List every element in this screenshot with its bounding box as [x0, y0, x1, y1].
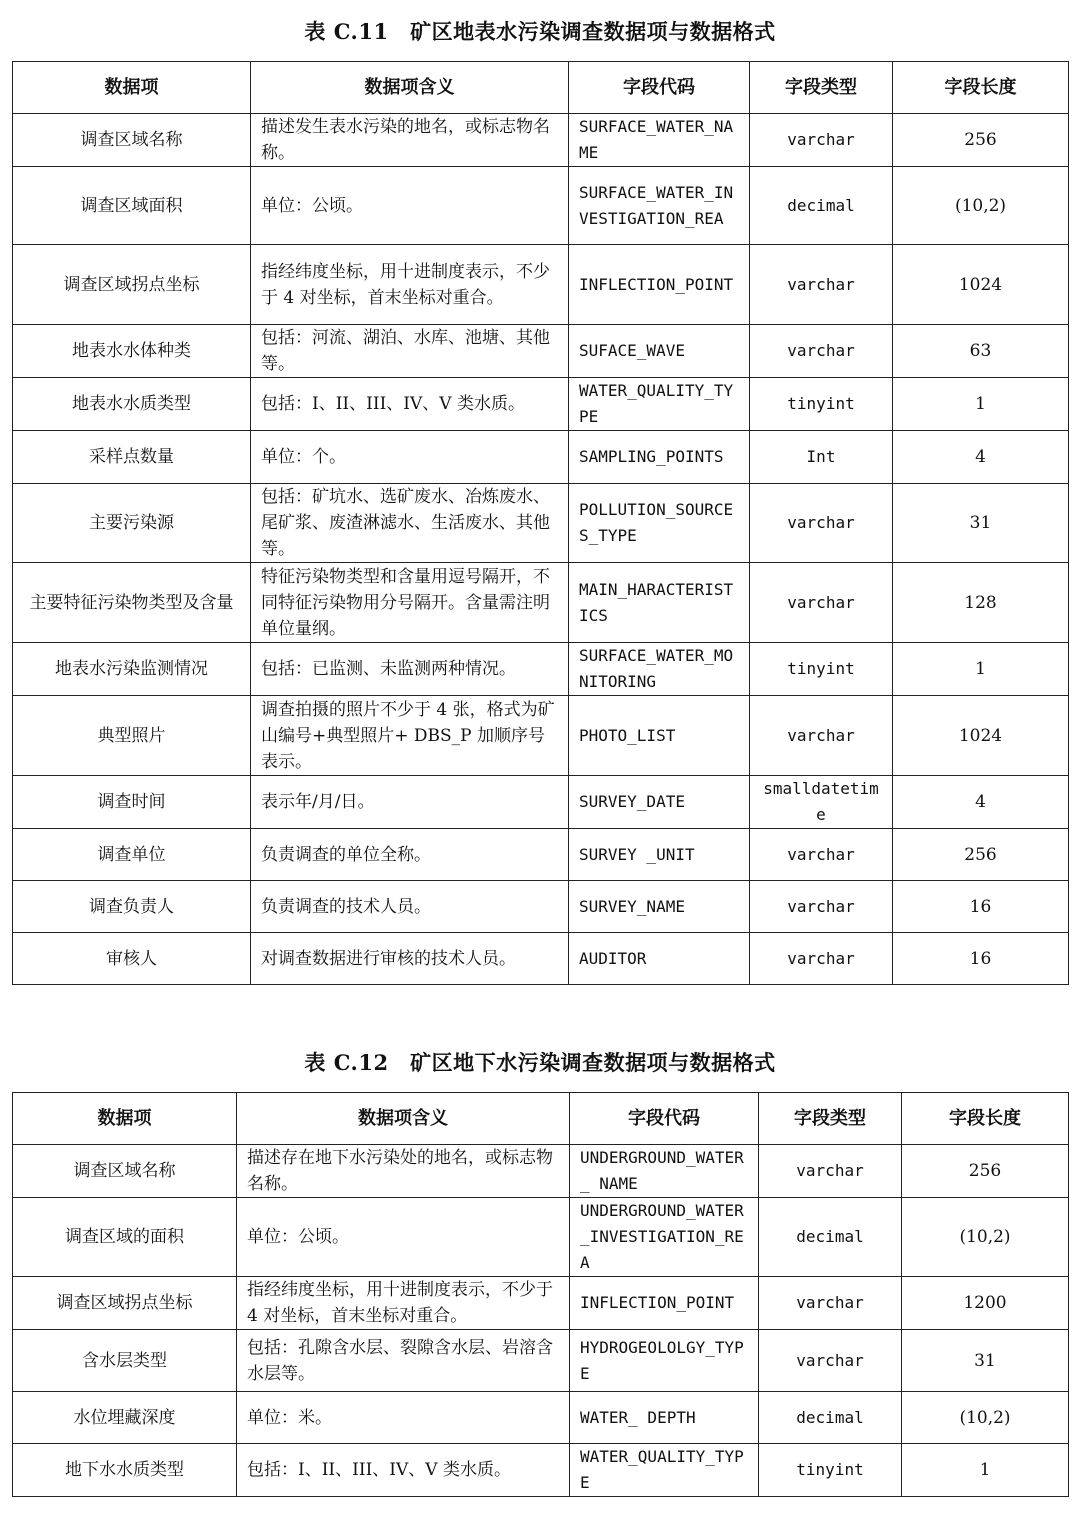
cell-meaning: 包括：矿坑水、选矿废水、冶炼废水、尾矿浆、废渣淋滤水、生活废水、其他等。	[251, 484, 569, 563]
cell-field-type: tinyint	[759, 1444, 902, 1497]
cell-field-length: 128	[893, 563, 1069, 643]
table-1-body	[13, 114, 1069, 985]
cell-field-code: SUFACE_WAVE	[569, 325, 750, 378]
cell-field-length: 1024	[893, 245, 1069, 325]
cell-field-length: 31	[902, 1330, 1069, 1392]
table-row	[13, 776, 1069, 829]
cell-meaning: 包括：I、II、III、IV、V 类水质。	[251, 378, 569, 431]
cell-meaning: 单位：公顷。	[251, 167, 569, 245]
table-row	[13, 881, 1069, 933]
cell-field-code: UNDERGROUND_WATER_ NAME	[570, 1145, 759, 1198]
cell-meaning: 负责调查的单位全称。	[251, 829, 569, 881]
table-row	[13, 563, 1069, 643]
cell-field-type: tinyint	[750, 643, 893, 696]
table-row	[13, 245, 1069, 325]
cell-field-type: smalldatetime	[750, 776, 893, 829]
cell-field-type: varchar	[750, 696, 893, 776]
cell-meaning: 负责调查的技术人员。	[251, 881, 569, 933]
header-field-code: 字段代码	[569, 62, 750, 114]
cell-data-item: 地下水水质类型	[13, 1444, 237, 1497]
cell-data-item: 典型照片	[13, 696, 251, 776]
table-row	[13, 1145, 1069, 1198]
cell-field-length: 16	[893, 933, 1069, 985]
cell-field-length: 1	[893, 643, 1069, 696]
cell-field-length: (10,2)	[902, 1198, 1069, 1277]
cell-meaning: 包括：I、II、III、IV、V 类水质。	[237, 1444, 570, 1497]
table-row	[13, 1392, 1069, 1444]
cell-meaning: 指经纬度坐标，用十进制度表示，不少于 4 对坐标，首末坐标对重合。	[251, 245, 569, 325]
cell-data-item: 调查区域拐点坐标	[13, 1277, 237, 1330]
cell-field-type: varchar	[759, 1330, 902, 1392]
cell-field-code: AUDITOR	[569, 933, 750, 985]
cell-field-code: MAIN_HARACTERISTICS	[569, 563, 750, 643]
cell-data-item: 地表水水质类型	[13, 378, 251, 431]
cell-field-code: SURFACE_WATER_NAME	[569, 114, 750, 167]
header-field-length: 字段长度	[893, 62, 1069, 114]
cell-field-code: SURFACE_WATER_MONITORING	[569, 643, 750, 696]
cell-field-code: HYDROGEOLOLGY_TYPE	[570, 1330, 759, 1392]
cell-data-item: 审核人	[13, 933, 251, 985]
cell-field-length: 4	[893, 776, 1069, 829]
table-1	[12, 61, 1069, 985]
header-field-type: 字段类型	[750, 62, 893, 114]
table-2-title: 表 C.12 矿区地下水污染调查数据项与数据格式	[304, 1050, 776, 1075]
cell-field-type: decimal	[759, 1392, 902, 1444]
cell-field-code: PHOTO_LIST	[569, 696, 750, 776]
table-row	[13, 696, 1069, 776]
header-field-length: 字段长度	[902, 1093, 1069, 1145]
cell-data-item: 主要特征污染物类型及含量	[13, 563, 251, 643]
cell-data-item: 调查区域名称	[13, 1145, 237, 1198]
cell-field-code: SURVEY _UNIT	[569, 829, 750, 881]
cell-field-type: varchar	[750, 829, 893, 881]
cell-meaning: 对调查数据进行审核的技术人员。	[251, 933, 569, 985]
table-2-header-row	[13, 1093, 1069, 1145]
table-row	[13, 167, 1069, 245]
table-row	[13, 1198, 1069, 1277]
header-meaning: 数据项含义	[251, 62, 569, 114]
cell-data-item: 含水层类型	[13, 1330, 237, 1392]
header-data-item: 数据项	[13, 62, 251, 114]
cell-field-length: 31	[893, 484, 1069, 563]
table-2	[12, 1092, 1069, 1497]
cell-field-type: varchar	[759, 1277, 902, 1330]
cell-field-length: 256	[902, 1145, 1069, 1198]
cell-meaning: 包括：河流、湖泊、水库、池塘、其他等。	[251, 325, 569, 378]
cell-field-code: WATER_QUALITY_TYPE	[570, 1444, 759, 1497]
cell-field-type: decimal	[759, 1198, 902, 1277]
cell-field-type: varchar	[750, 484, 893, 563]
table-row	[13, 1444, 1069, 1497]
cell-field-type: varchar	[750, 563, 893, 643]
cell-field-length: 63	[893, 325, 1069, 378]
table-row	[13, 325, 1069, 378]
cell-field-code: SURVEY_DATE	[569, 776, 750, 829]
table-row	[13, 1330, 1069, 1392]
cell-field-code: INFLECTION_POINT	[569, 245, 750, 325]
cell-data-item: 地表水污染监测情况	[13, 643, 251, 696]
cell-field-code: WATER_ DEPTH	[570, 1392, 759, 1444]
cell-field-length: 1200	[902, 1277, 1069, 1330]
table-1-title: 表 C.11 矿区地表水污染调查数据项与数据格式	[304, 19, 776, 44]
cell-field-length: 1	[893, 378, 1069, 431]
cell-field-type: varchar	[750, 933, 893, 985]
table-row	[13, 484, 1069, 563]
cell-data-item: 主要污染源	[13, 484, 251, 563]
cell-field-type: varchar	[759, 1145, 902, 1198]
cell-field-code: SURVEY_NAME	[569, 881, 750, 933]
table-1-header-row	[13, 62, 1069, 114]
cell-field-type: tinyint	[750, 378, 893, 431]
cell-data-item: 调查区域的面积	[13, 1198, 237, 1277]
table-2-body	[13, 1145, 1069, 1497]
cell-data-item: 调查区域面积	[13, 167, 251, 245]
cell-meaning: 单位：米。	[237, 1392, 570, 1444]
cell-field-type: Int	[750, 431, 893, 484]
header-data-item: 数据项	[13, 1093, 237, 1145]
cell-field-code: INFLECTION_POINT	[570, 1277, 759, 1330]
table-row	[13, 933, 1069, 985]
cell-field-length: 4	[893, 431, 1069, 484]
cell-field-code: SURFACE_WATER_INVESTIGATION_REA	[569, 167, 750, 245]
cell-data-item: 调查区域名称	[13, 114, 251, 167]
header-field-code: 字段代码	[570, 1093, 759, 1145]
table-row	[13, 378, 1069, 431]
cell-meaning: 包括：已监测、未监测两种情况。	[251, 643, 569, 696]
table-row	[13, 1277, 1069, 1330]
cell-field-code: UNDERGROUND_WATER_INVESTIGATION_REA	[570, 1198, 759, 1277]
cell-meaning: 描述存在地下水污染处的地名，或标志物名称。	[237, 1145, 570, 1198]
cell-data-item: 调查负责人	[13, 881, 251, 933]
cell-data-item: 调查单位	[13, 829, 251, 881]
cell-field-code: SAMPLING_POINTS	[569, 431, 750, 484]
cell-data-item: 调查时间	[13, 776, 251, 829]
cell-meaning: 描述发生表水污染的地名，或标志物名称。	[251, 114, 569, 167]
cell-field-length: 1	[902, 1444, 1069, 1497]
cell-meaning: 特征污染物类型和含量用逗号隔开，不同特征污染物用分号隔开。含量需注明单位量纲。	[251, 563, 569, 643]
table-row	[13, 431, 1069, 484]
cell-meaning: 包括：孔隙含水层、裂隙含水层、岩溶含水层等。	[237, 1330, 570, 1392]
cell-field-code: POLLUTION_SOURCES_TYPE	[569, 484, 750, 563]
cell-data-item: 地表水水体种类	[13, 325, 251, 378]
cell-data-item: 调查区域拐点坐标	[13, 245, 251, 325]
table-row	[13, 643, 1069, 696]
cell-field-type: varchar	[750, 881, 893, 933]
cell-field-type: varchar	[750, 114, 893, 167]
header-meaning: 数据项含义	[237, 1093, 570, 1145]
cell-data-item: 采样点数量	[13, 431, 251, 484]
cell-field-type: varchar	[750, 245, 893, 325]
cell-field-type: varchar	[750, 325, 893, 378]
cell-field-code: WATER_QUALITY_TYPE	[569, 378, 750, 431]
table-row	[13, 114, 1069, 167]
cell-field-length: 16	[893, 881, 1069, 933]
cell-field-length: (10,2)	[893, 167, 1069, 245]
cell-field-length: (10,2)	[902, 1392, 1069, 1444]
cell-data-item: 水位埋藏深度	[13, 1392, 237, 1444]
cell-meaning: 单位：个。	[251, 431, 569, 484]
cell-field-length: 256	[893, 114, 1069, 167]
table-row	[13, 829, 1069, 881]
cell-meaning: 调查拍摄的照片不少于 4 张，格式为矿山编号+典型照片+ DBS_P 加顺序号表示。	[251, 696, 569, 776]
cell-field-type: decimal	[750, 167, 893, 245]
cell-meaning: 单位：公顷。	[237, 1198, 570, 1277]
cell-field-length: 256	[893, 829, 1069, 881]
cell-meaning: 表示年/月/日。	[251, 776, 569, 829]
cell-meaning: 指经纬度坐标，用十进制度表示，不少于 4 对坐标，首末坐标对重合。	[237, 1277, 570, 1330]
cell-field-length: 1024	[893, 696, 1069, 776]
header-field-type: 字段类型	[759, 1093, 902, 1145]
